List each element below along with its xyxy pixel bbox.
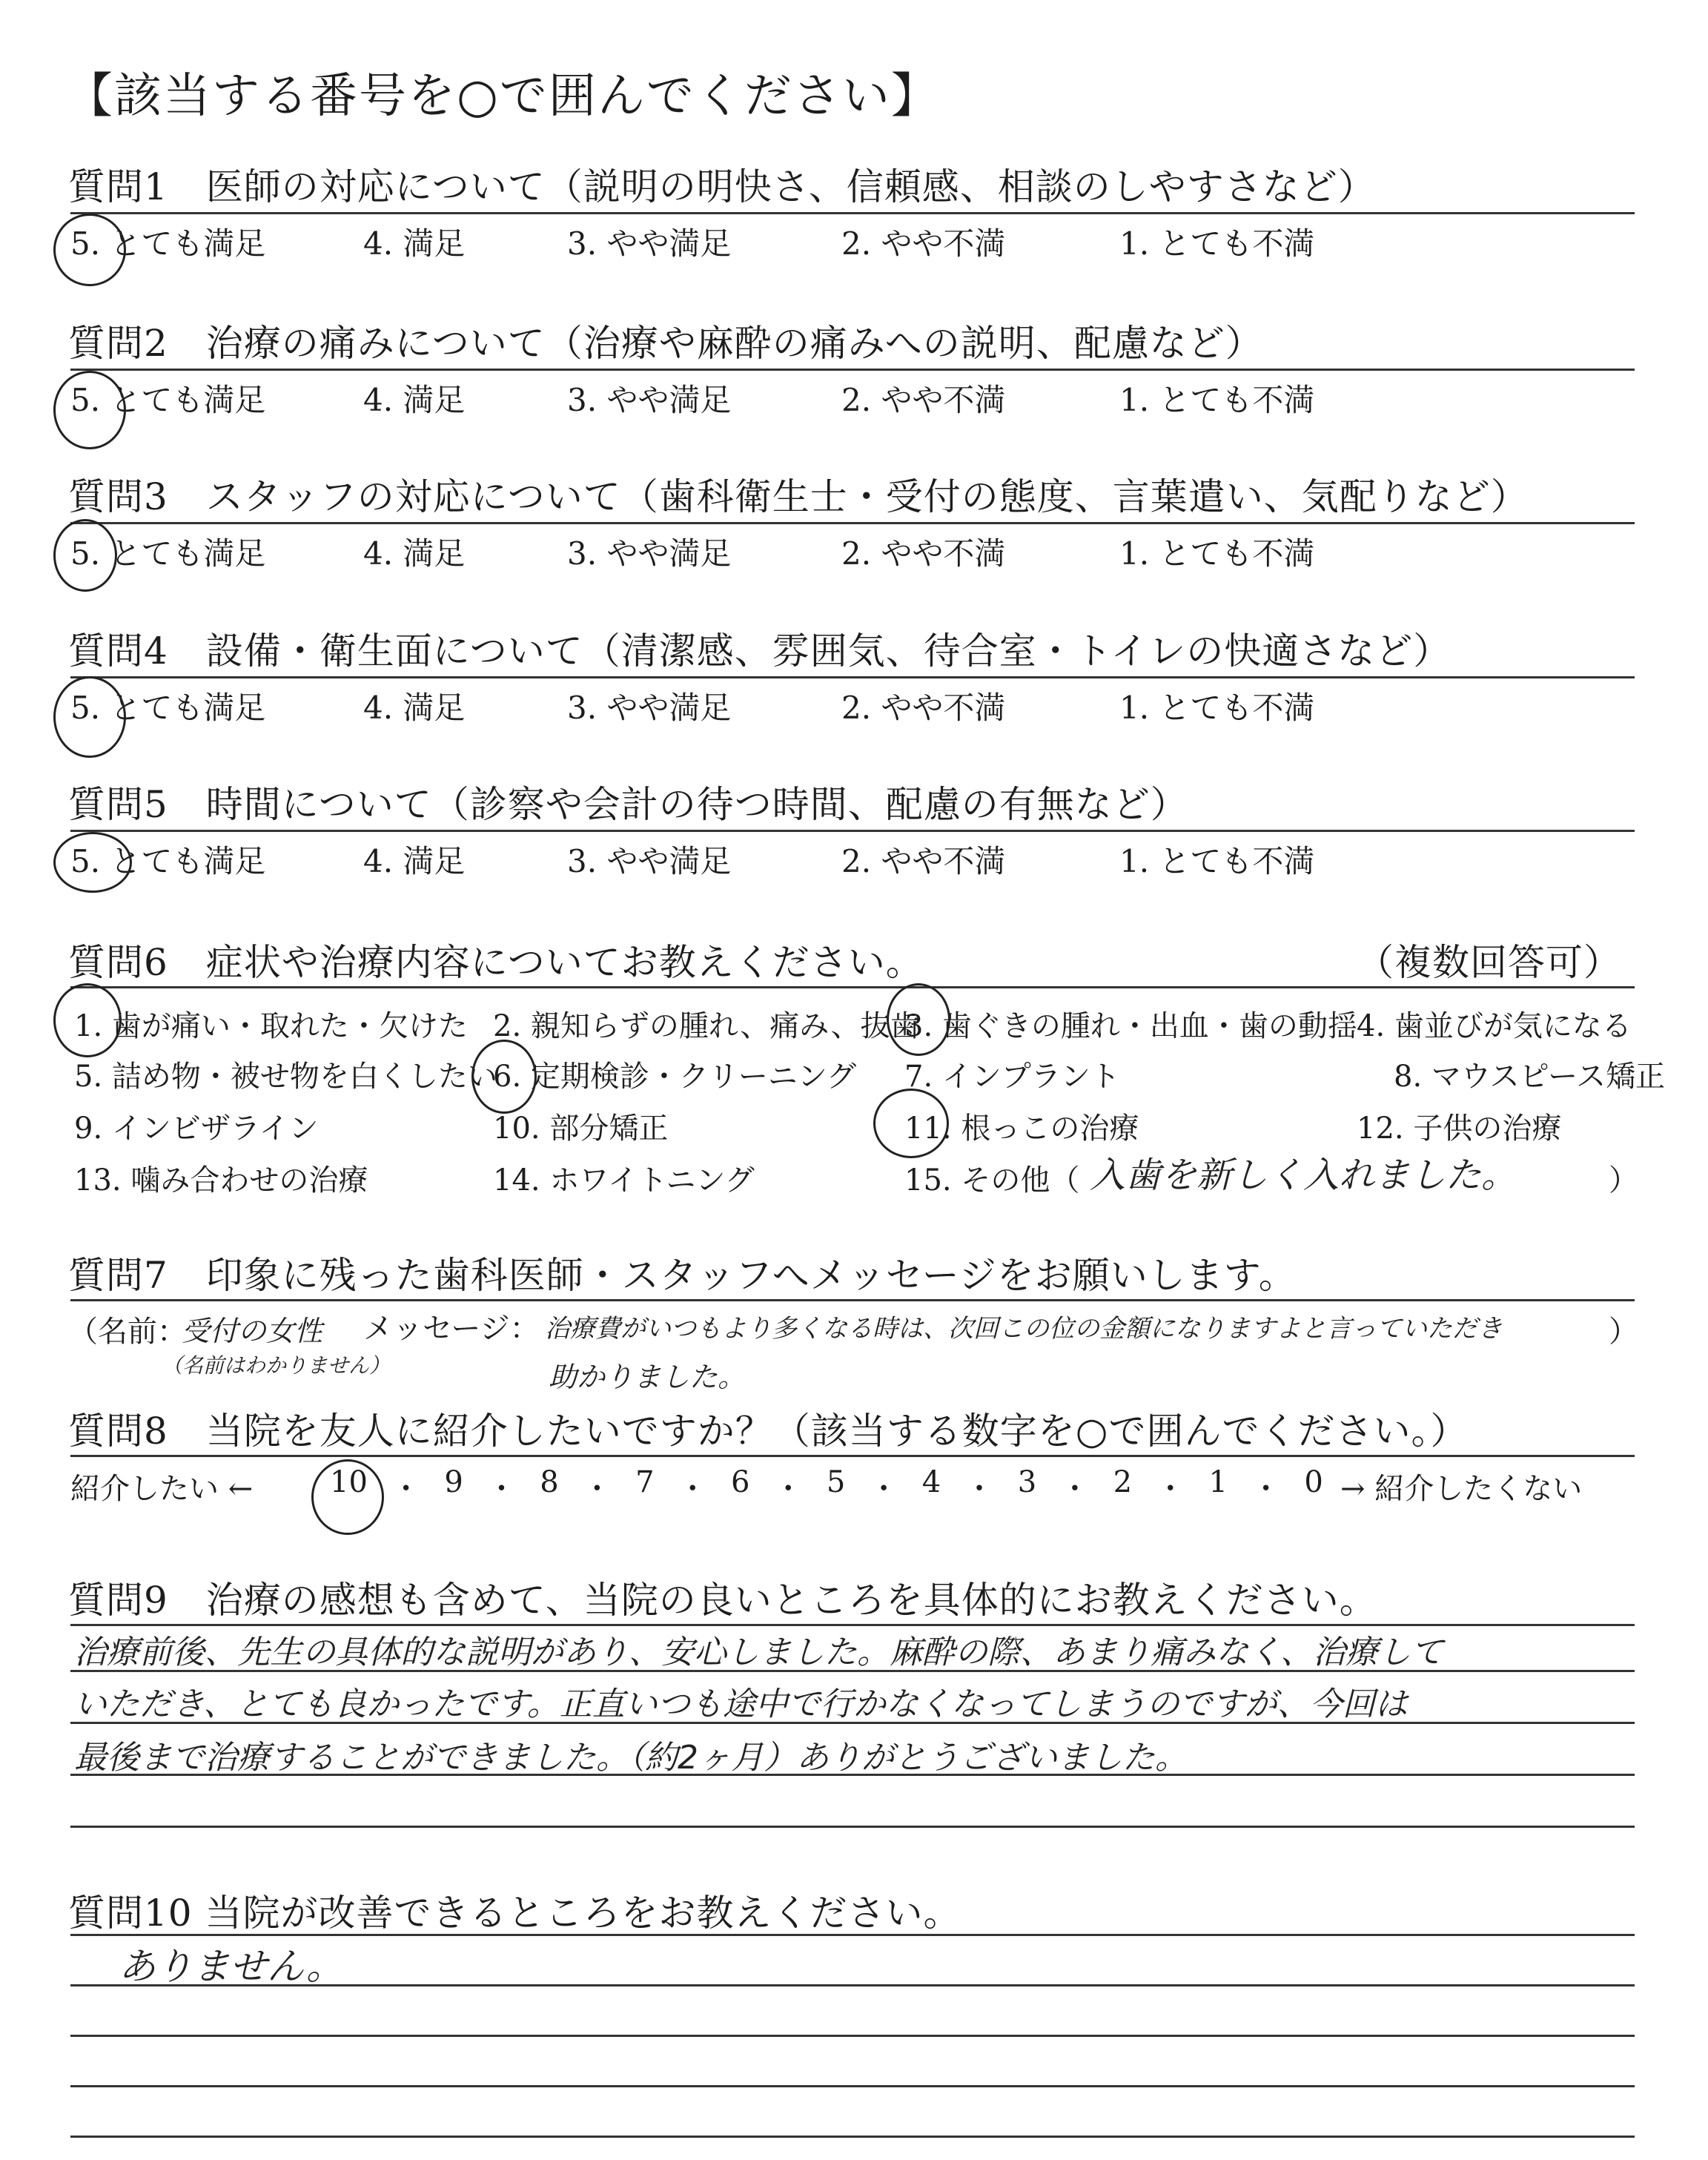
- q7-name-label: （名前：: [68, 1315, 187, 1349]
- q7-message-label: メッセージ：: [363, 1312, 540, 1346]
- q8-scale-value-10[interactable]: 10: [330, 1465, 368, 1499]
- question-4-title: 質問4 設備・衛生面について（清潔感、雰囲気、待合室・トイレの快適さなど）: [68, 630, 1452, 673]
- q6-option-6[interactable]: 6. 定期検診・クリーニング: [493, 1060, 857, 1094]
- form-header: 【該当する番号を○で囲んでください】: [65, 69, 940, 124]
- question-7-rule: [70, 1299, 1635, 1301]
- question-3-rule: [70, 522, 1635, 524]
- q8-scale-value-3[interactable]: 3: [1017, 1465, 1037, 1499]
- q8-scale-dot: ・: [1059, 1472, 1090, 1506]
- question-5-title: 質問5 時間について（診察や会計の待つ時間、配慮の有無など）: [68, 783, 1188, 826]
- q4-option-2[interactable]: 2. やや不満: [841, 690, 1006, 726]
- q6-option-9[interactable]: 9. インビザライン: [74, 1112, 319, 1146]
- q5-option-3[interactable]: 3. やや満足: [567, 843, 732, 879]
- question-10-rule: [70, 1934, 1635, 1936]
- q8-scale-dot: ・: [486, 1472, 517, 1506]
- q6-option-5[interactable]: 5. 詰め物・被せ物を白くしたい: [74, 1060, 497, 1094]
- q8-scale-dot: ・: [869, 1472, 899, 1506]
- q1-option-1[interactable]: 1. とても不満: [1119, 225, 1315, 262]
- q6-other-close-paren: ）: [1609, 1163, 1638, 1198]
- q7-close-paren: ）: [1609, 1315, 1638, 1349]
- q8-selected-circle: [311, 1459, 384, 1535]
- q3-option-4[interactable]: 4. 満足: [363, 535, 466, 572]
- q8-left-label: 紹介したい ←: [70, 1472, 254, 1506]
- q5-option-1[interactable]: 1. とても不満: [1119, 843, 1315, 879]
- q3-option-2[interactable]: 2. やや不満: [841, 535, 1006, 572]
- q6-option-14[interactable]: 14. ホワイトニング: [493, 1163, 755, 1198]
- q1-selected-circle: [53, 214, 126, 286]
- q2-option-1[interactable]: 1. とても不満: [1119, 382, 1315, 418]
- q5-option-4[interactable]: 4. 満足: [363, 843, 466, 879]
- q8-scale-value-1[interactable]: 1: [1208, 1465, 1228, 1499]
- q6-option-8[interactable]: 8. マウスピース矯正: [1394, 1060, 1666, 1094]
- question-8-rule: [70, 1455, 1635, 1457]
- q6-option-13[interactable]: 13. 噛み合わせの治療: [74, 1163, 368, 1198]
- question-6-note: （複数回答可）: [1357, 941, 1621, 984]
- q4-option-5[interactable]: 5. とても満足: [70, 690, 266, 726]
- q8-scale: [330, 1465, 1323, 1507]
- q7-name-value[interactable]: 受付の女性: [182, 1315, 323, 1347]
- q6-option-2[interactable]: 2. 親知らずの腫れ、痛み、抜歯: [493, 1009, 920, 1043]
- q5-option-2[interactable]: 2. やや不満: [841, 843, 1006, 879]
- q8-right-label: → 紹介したくない: [1340, 1472, 1583, 1506]
- q10-answer-rule-4: [70, 2136, 1635, 2138]
- q1-option-5[interactable]: 5. とても満足: [70, 225, 266, 262]
- q2-option-5[interactable]: 5. とても満足: [70, 382, 266, 418]
- q5-option-5[interactable]: 5. とても満足: [70, 843, 266, 879]
- question-8-title: 質問8 当院を友人に紹介したいですか？（該当する数字を○で囲んでください。）: [68, 1410, 1469, 1453]
- question-9-title: 質問9 治療の感想も含めて、当院の良いところを具体的にお教えください。: [68, 1579, 1377, 1622]
- q8-scale-value-6[interactable]: 6: [731, 1465, 750, 1499]
- q8-scale-value-4[interactable]: 4: [921, 1465, 941, 1499]
- q8-scale-dot: ・: [1251, 1472, 1281, 1506]
- q8-scale-value-9[interactable]: 9: [444, 1465, 463, 1499]
- q8-scale-value-5[interactable]: 5: [826, 1465, 846, 1499]
- question-7-title: 質問7 印象に残った歯科医師・スタッフへメッセージをお願いします。: [68, 1254, 1297, 1297]
- question-5-rule: [70, 830, 1635, 832]
- q6-option-7[interactable]: 7. インプラント: [904, 1060, 1120, 1094]
- q6-selected-circle-1: [53, 983, 122, 1057]
- q6-option-4[interactable]: 4. 歯並びが気になる: [1357, 1009, 1632, 1043]
- q6-option-1[interactable]: 1. 歯が痛い・取れた・欠けた: [74, 1009, 468, 1043]
- q5-selected-circle: [53, 832, 132, 893]
- q4-option-1[interactable]: 1. とても不満: [1119, 690, 1315, 726]
- question-1-title: 質問1 医師の対応について（説明の明快さ、信頼感、相談のしやすさなど）: [68, 165, 1376, 208]
- q10-answer-rule-2: [70, 2035, 1635, 2037]
- q8-scale-value-7[interactable]: 7: [635, 1465, 655, 1499]
- q8-scale-value-8[interactable]: 8: [540, 1465, 559, 1499]
- q10-answer-rule-3: [70, 2085, 1635, 2087]
- question-6-title: 質問6 症状や治療内容についてお教えください。: [68, 941, 924, 984]
- q3-option-3[interactable]: 3. やや満足: [567, 535, 732, 572]
- question-4-rule: [70, 676, 1635, 678]
- question-2-title: 質問2 治療の痛みについて（治療や麻酔の痛みへの説明、配慮など）: [68, 322, 1263, 365]
- q6-selected-circle-3: [887, 983, 950, 1056]
- q2-option-2[interactable]: 2. やや不満: [841, 382, 1006, 418]
- q4-option-4[interactable]: 4. 満足: [363, 690, 466, 726]
- question-10-title: 質問10 当院が改善できるところをお教えください。: [68, 1892, 961, 1935]
- q6-other-handwritten[interactable]: 入歯を新しく入れました。: [1090, 1155, 1517, 1196]
- q3-selected-circle: [53, 519, 117, 592]
- question-6-rule: [70, 986, 1635, 988]
- q8-scale-value-2[interactable]: 2: [1113, 1465, 1133, 1499]
- q6-selected-circle-6: [471, 1040, 537, 1114]
- q4-selected-circle: [53, 676, 126, 758]
- q3-option-1[interactable]: 1. とても不満: [1119, 535, 1315, 572]
- q2-selected-circle: [53, 371, 126, 449]
- q8-scale-dot: ・: [964, 1472, 994, 1506]
- q9-answer-rule-4: [70, 1826, 1635, 1828]
- q6-option-10[interactable]: 10. 部分矯正: [493, 1112, 669, 1146]
- q10-answer[interactable]: ありません。: [119, 1945, 343, 1988]
- q8-scale-dot: ・: [1155, 1472, 1185, 1506]
- q8-scale-dot: ・: [391, 1472, 421, 1506]
- q6-selected-circle-11: [873, 1089, 949, 1158]
- q6-option-15[interactable]: 15. その他（: [904, 1163, 1080, 1198]
- q8-scale-value-0[interactable]: 0: [1304, 1465, 1323, 1499]
- q7-name-note: （名前はわかりません）: [162, 1353, 391, 1378]
- q6-option-12[interactable]: 12. 子供の治療: [1357, 1112, 1562, 1146]
- q8-scale-dot: ・: [773, 1472, 804, 1506]
- question-3-title: 質問3 スタッフの対応について（歯科衛生士・受付の態度、言葉遣い、気配りなど）: [68, 475, 1529, 518]
- q1-option-4[interactable]: 4. 満足: [363, 225, 466, 262]
- q7-message-line-2[interactable]: 助かりました。: [549, 1361, 747, 1393]
- q9-answer-line-3[interactable]: 最後まで治療することができました。（約2ヶ月）ありがとうございました。: [74, 1739, 1188, 1777]
- q1-option-3[interactable]: 3. やや満足: [567, 225, 732, 262]
- q2-option-3[interactable]: 3. やや満足: [567, 382, 732, 418]
- q1-option-2[interactable]: 2. やや不満: [841, 225, 1006, 262]
- q6-option-3[interactable]: 3. 歯ぐきの腫れ・出血・歯の動揺: [904, 1009, 1357, 1043]
- q7-message-line-1[interactable]: 治療費がいつもより多くなる時は、次回この位の金額になりますよと言っていただき: [545, 1314, 1503, 1344]
- q4-option-3[interactable]: 3. やや満足: [567, 690, 732, 726]
- question-1-rule: [70, 212, 1635, 214]
- q8-scale-dot: ・: [582, 1472, 612, 1506]
- q6-option-11[interactable]: 11. 根っこの治療: [904, 1112, 1139, 1146]
- q8-scale-dot: ・: [678, 1472, 708, 1506]
- q9-answer-line-1[interactable]: 治療前後、先生の具体的な説明があり、安心しました。麻酔の際、あまり痛みなく、治療して: [74, 1634, 1444, 1671]
- question-2-rule: [70, 369, 1635, 371]
- q9-answer-line-2[interactable]: いただき、とても良かったです。正直いつも途中で行かなくなってしまうのですが、今回は: [74, 1685, 1408, 1723]
- q2-option-4[interactable]: 4. 満足: [363, 382, 466, 418]
- q3-option-5[interactable]: 5. とても満足: [70, 535, 266, 572]
